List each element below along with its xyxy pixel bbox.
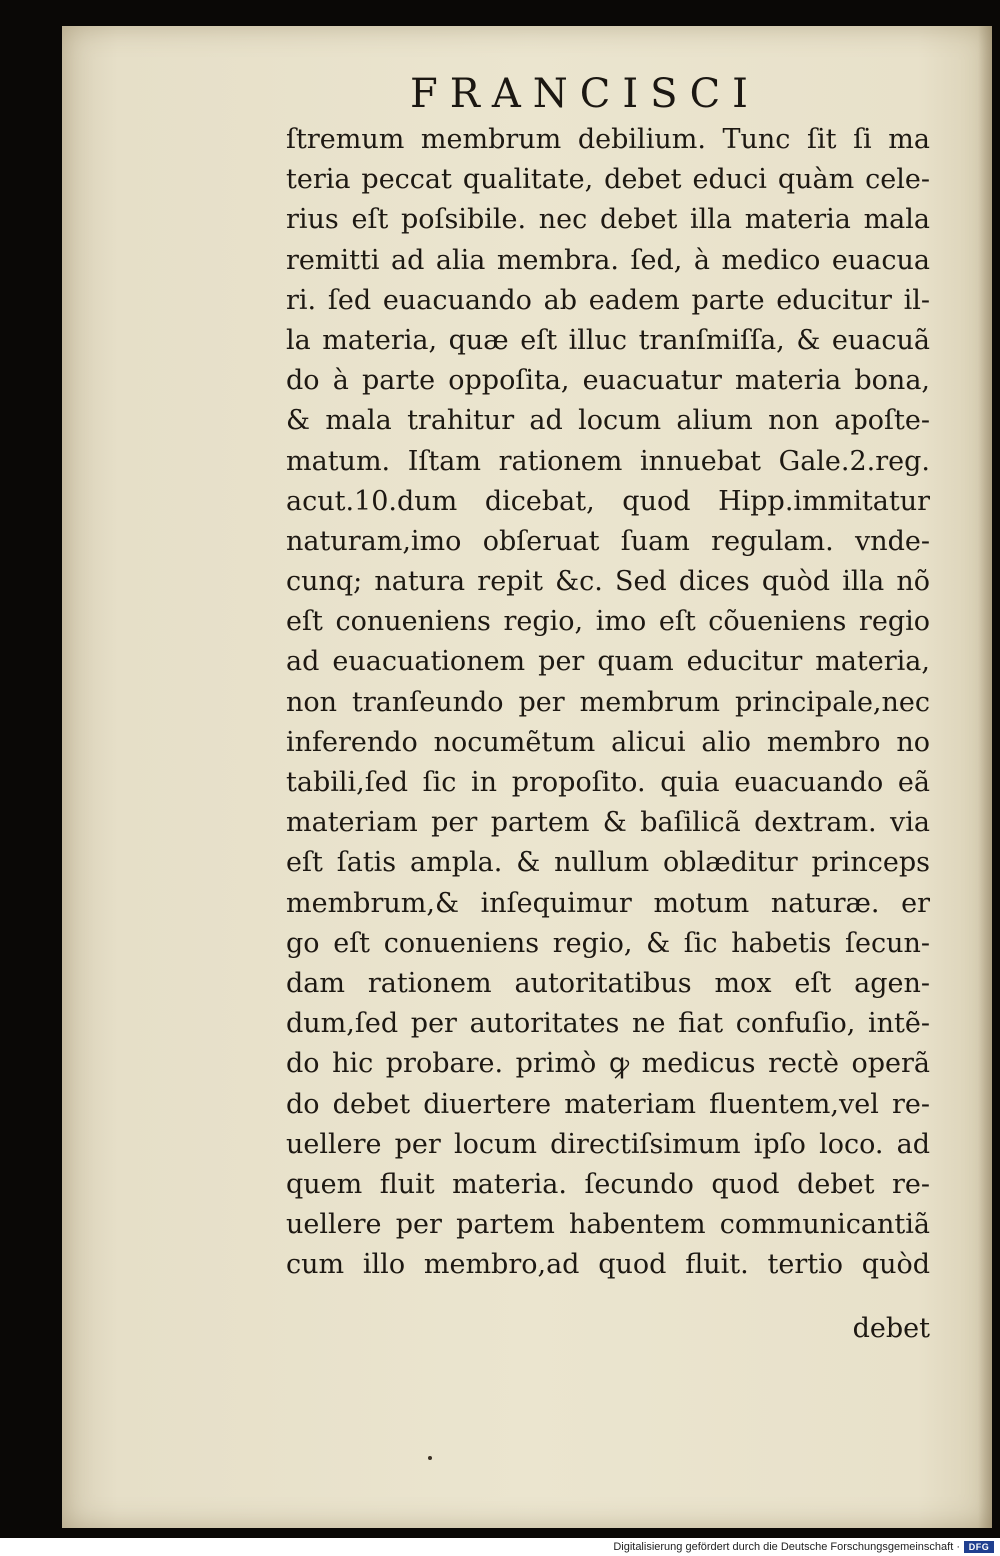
text-line: do debet diuertere materiam fluentem,vel re- bbox=[286, 1088, 930, 1120]
text-line: dam rationem autoritatibus mox eſt agen- bbox=[286, 967, 930, 999]
catchword: debet bbox=[852, 1313, 930, 1344]
paper-speck bbox=[428, 1456, 432, 1460]
text-line: rius eſt poſsibile. nec debet illa materia mala bbox=[286, 204, 930, 236]
text-line: tabili,ſed ſic in propoſito. quia euacuando eã bbox=[286, 767, 930, 798]
text-line: uellere per partem habentem communicantiã bbox=[286, 1209, 930, 1241]
text-line: acut.10.dum dicebat, quod Hipp.immitatur bbox=[286, 485, 930, 517]
dfg-logo-icon: DFG bbox=[964, 1541, 994, 1553]
text-line: quem fluit materia. ſecundo quod debet re- bbox=[286, 1168, 930, 1200]
digitization-footer bbox=[0, 1538, 1000, 1556]
text-line: cunq; natura repit &c. Sed dices quòd illa nõ bbox=[286, 566, 930, 598]
body-text bbox=[286, 120, 930, 1285]
funding-credit: Digitalisierung gefördert durch die Deutsche Forschungsgemeinschaft · bbox=[613, 1541, 960, 1553]
text-line: ri. ſed euacuando ab eadem parte educitur il- bbox=[286, 284, 930, 316]
text-line: eſt ſatis ampla. & nullum oblæditur princeps bbox=[286, 847, 930, 879]
text-line: inferendo nocumẽtum alicui alio membro no bbox=[286, 726, 930, 758]
page-edge-shadow bbox=[978, 26, 992, 1528]
book-page bbox=[62, 26, 992, 1528]
text-line: la materia, quæ eſt illuc tranſmiſſa, & euacuã bbox=[286, 324, 930, 356]
text-line: & mala trahitur ad locum alium non apoſte- bbox=[286, 405, 930, 437]
text-line: cum illo membro,ad quod fluit. tertio quòd bbox=[286, 1249, 930, 1281]
text-line: matum. Iſtam rationem innuebat Gale.2.reg. bbox=[286, 445, 930, 477]
text-line: eſt conueniens regio, imo eſt cõueniens regio bbox=[286, 606, 930, 638]
text-line: ad euacuationem per quam educitur materia, bbox=[286, 646, 930, 678]
text-line: do à parte oppoſita, euacuatur materia bona, bbox=[286, 365, 930, 397]
text-line: materiam per partem & baſilicã dextram. via bbox=[286, 807, 930, 839]
text-line: membrum,& inſequimur motum naturæ. er bbox=[286, 887, 930, 919]
text-line: ſtremum membrum debilium. Tunc ſit ſi ma bbox=[286, 124, 930, 155]
text-line: go eſt conueniens regio, & ſic habetis ſecun- bbox=[286, 927, 930, 959]
text-line: naturam,imo obſeruat ſuam regulam. vnde- bbox=[286, 525, 930, 557]
running-head: FRANCISCI bbox=[410, 71, 760, 117]
text-line: dum,ſed per autoritates ne fiat confuſio, intẽ- bbox=[286, 1008, 930, 1040]
text-line: uellere per locum directiſsimum ipſo loco. ad bbox=[286, 1128, 930, 1160]
text-line: remitti ad alia membra. ſed, à medico euacua bbox=[286, 244, 930, 276]
text-line: do hic probare. primò ꝙ medicus rectè operã bbox=[286, 1048, 930, 1080]
text-line: non tranſeundo per membrum principale,nec bbox=[286, 686, 930, 718]
text-line: teria peccat qualitate, debet educi quàm cele- bbox=[286, 164, 930, 196]
